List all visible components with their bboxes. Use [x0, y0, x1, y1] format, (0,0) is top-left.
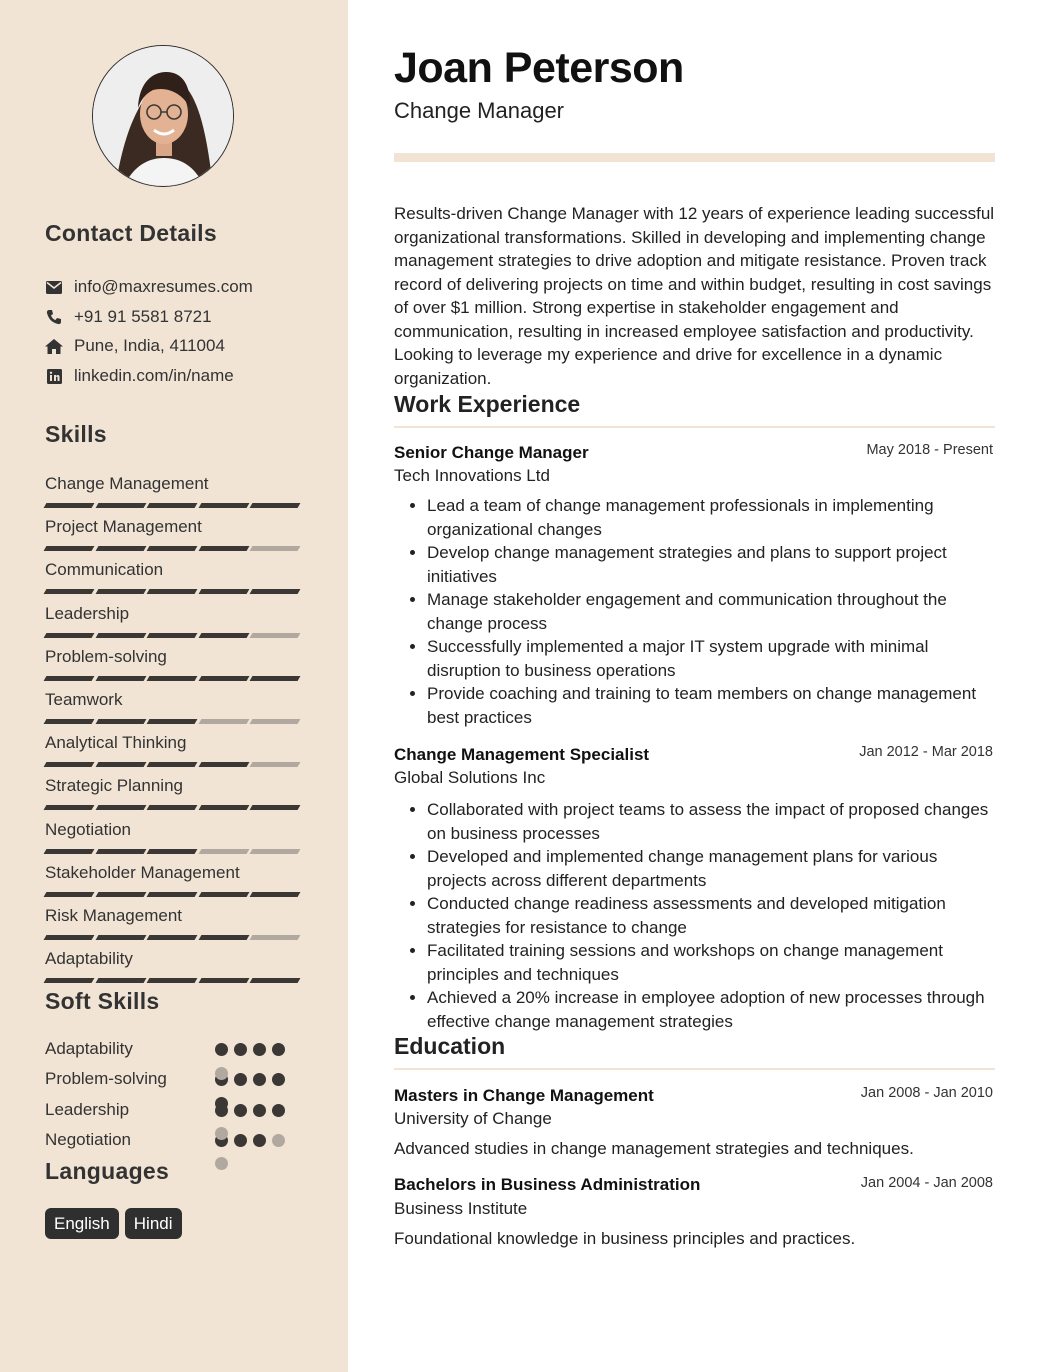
skill-level-bars	[45, 676, 303, 681]
skill-label: Stakeholder Management	[45, 863, 240, 882]
home-icon	[45, 337, 63, 355]
skill-level-bars	[45, 978, 303, 983]
soft-skill-row	[45, 1098, 295, 1122]
rating-dot	[253, 1043, 266, 1056]
school-name: University of Change	[394, 1109, 552, 1128]
skill-level-segment	[95, 546, 145, 551]
skill-level-segment	[250, 503, 300, 508]
skill-level-bars	[45, 935, 303, 940]
job-dates: May 2018 - Present	[866, 442, 993, 458]
skill-label: Communication	[45, 560, 164, 579]
skill-level-segment	[44, 805, 94, 810]
job-role: Senior Change Manager	[394, 443, 589, 462]
skill-level-segment	[44, 676, 94, 681]
skill-level-segment	[198, 978, 248, 983]
candidate-name: Joan Peterson	[394, 44, 684, 92]
soft-skill-label: Negotiation	[45, 1130, 132, 1149]
skill-level-segment	[250, 935, 300, 940]
skill-level-segment	[250, 589, 300, 594]
skill-level-bars	[45, 589, 303, 594]
rating-dot	[253, 1134, 266, 1147]
email-text: info@maxresumes.com	[74, 277, 253, 296]
degree-description: Foundational knowledge in business principles and practices.	[394, 1229, 856, 1248]
skill-level-segment	[250, 762, 300, 767]
skill-level-segment	[95, 676, 145, 681]
degree-title: Bachelors in Business Administration	[394, 1175, 701, 1194]
skill-level-bars	[45, 805, 303, 810]
skill-level-segment	[95, 935, 145, 940]
degree-dates: Jan 2004 - Jan 2008	[860, 1175, 993, 1191]
skill-level-segment	[95, 633, 145, 638]
address-text: Pune, India, 411004	[74, 336, 225, 355]
profile-portrait-image	[93, 46, 234, 187]
skill-level-segment	[95, 892, 145, 897]
language-badge: Hindi	[125, 1208, 182, 1239]
skill-level-segment	[250, 633, 300, 638]
skill-label: Teamwork	[45, 690, 123, 709]
school-name: Business Institute	[394, 1199, 528, 1218]
envelope-icon	[45, 278, 63, 296]
skill-level-segment	[147, 762, 197, 767]
work-divider	[394, 426, 995, 428]
skill-level-segment	[95, 762, 145, 767]
skill-row	[45, 689, 303, 724]
skill-level-segment	[250, 892, 300, 897]
skill-row	[45, 646, 303, 681]
rating-dot	[253, 1073, 266, 1086]
skill-level-bars	[45, 762, 303, 767]
header-divider	[394, 153, 995, 162]
skill-level-bars	[45, 633, 303, 638]
skill-level-segment	[44, 719, 94, 724]
work-heading: Work Experience	[394, 391, 581, 417]
skill-label: Negotiation	[45, 820, 132, 839]
skill-row	[45, 862, 303, 897]
contact-linkedin[interactable]	[45, 364, 234, 388]
skill-level-segment	[44, 849, 94, 854]
languages-heading: Languages	[45, 1158, 170, 1184]
skill-level-segment	[198, 633, 248, 638]
skill-level-segment	[95, 978, 145, 983]
skill-level-segment	[250, 719, 300, 724]
skill-level-bars	[45, 503, 303, 508]
rating-dot	[234, 1104, 247, 1117]
skill-level-segment	[44, 935, 94, 940]
soft-skills-heading: Soft Skills	[45, 988, 160, 1014]
skill-level-segment	[95, 503, 145, 508]
rating-dot-decoration	[215, 1067, 228, 1080]
education-divider	[394, 1068, 995, 1070]
skill-label: Problem-solving	[45, 647, 167, 666]
skill-level-segment	[147, 935, 197, 940]
skill-level-segment	[198, 892, 248, 897]
soft-skill-row	[45, 1067, 295, 1091]
skill-level-segment	[250, 546, 300, 551]
skill-level-segment	[44, 892, 94, 897]
skill-level-segment	[95, 719, 145, 724]
skill-level-segment	[147, 849, 197, 854]
rating-dot	[272, 1043, 285, 1056]
job-bullets	[394, 798, 995, 1033]
profile-summary: Results-driven Change Manager with 12 years of experience leading successful organizational transformations. Skilled in developing and implementing change management strategies to drive adoption and mitigate resistance. Proven track record of delivering projects on time and within budget, resulting in cost savings of over $1 million. Strong expertise in stakeholder engagement and communication, resulting in increased employee satisfaction and productivity. Looking to leverage my experience and drive for excellence in a dynamic organization.	[394, 204, 995, 388]
sidebar	[0, 0, 348, 1372]
job-bullets	[394, 494, 995, 729]
skill-level-segment	[44, 546, 94, 551]
profile-photo	[92, 45, 234, 187]
skill-level-segment	[147, 546, 197, 551]
skill-level-bars	[45, 719, 303, 724]
skill-level-segment	[250, 805, 300, 810]
rating-dot	[253, 1104, 266, 1117]
skill-label: Analytical Thinking	[45, 733, 187, 752]
skill-row	[45, 516, 303, 551]
education-heading: Education	[394, 1033, 506, 1059]
job-company: Tech Innovations Ltd	[394, 466, 550, 485]
list-item: • Developed and implemented change management plans for various projects across different departments	[427, 845, 995, 892]
phone-icon	[45, 308, 63, 326]
skill-level-segment	[95, 805, 145, 810]
skill-row	[45, 732, 303, 767]
languages-list	[45, 1208, 188, 1239]
skill-level-segment	[147, 978, 197, 983]
skill-level-segment	[250, 676, 300, 681]
skill-row	[45, 775, 303, 810]
skill-level-segment	[198, 935, 248, 940]
soft-skill-label: Problem-solving	[45, 1069, 167, 1088]
contact-phone[interactable]	[45, 305, 212, 329]
job-role: Change Management Specialist	[394, 745, 650, 764]
list-item: • Manage stakeholder engagement and communication throughout the change process	[427, 588, 995, 635]
skill-level-segment	[198, 849, 248, 854]
job-company: Global Solutions Inc	[394, 768, 546, 787]
skill-row	[45, 559, 303, 594]
contact-heading: Contact Details	[45, 220, 217, 246]
list-item: • Successfully implemented a major IT system upgrade with minimal disruption to business operations	[427, 635, 995, 682]
soft-skill-row	[45, 1037, 295, 1061]
rating-dot-decoration	[215, 1097, 228, 1110]
list-item: • Facilitated training sessions and workshops on change management principles and techniques	[427, 939, 995, 986]
list-item: • Conducted change readiness assessments and developed mitigation strategies for resistance to change	[427, 892, 995, 939]
soft-skill-label: Leadership	[45, 1100, 130, 1119]
skill-row	[45, 948, 303, 983]
skill-level-segment	[95, 589, 145, 594]
rating-dot	[272, 1134, 285, 1147]
skill-level-segment	[147, 503, 197, 508]
rating-dot	[234, 1073, 247, 1086]
skill-level-segment	[198, 719, 248, 724]
skill-level-segment	[147, 805, 197, 810]
skill-row	[45, 905, 303, 940]
soft-skill-label: Adaptability	[45, 1039, 133, 1058]
skill-label: Strategic Planning	[45, 776, 183, 795]
skill-label: Adaptability	[45, 949, 133, 968]
degree-description: Advanced studies in change management strategies and techniques.	[394, 1139, 914, 1158]
skill-level-segment	[147, 719, 197, 724]
rating-dot	[215, 1043, 228, 1056]
job-dates: Jan 2012 - Mar 2018	[859, 744, 993, 760]
linkedin-text: linkedin.com/in/name	[74, 366, 234, 385]
list-item: • Lead a team of change management professionals in implementing organizational changes	[427, 494, 995, 541]
skill-level-segment	[198, 589, 248, 594]
skill-label: Change Management	[45, 474, 209, 493]
job-title: Change Manager	[394, 98, 565, 123]
skill-row	[45, 603, 303, 638]
degree-title: Masters in Change Management	[394, 1086, 654, 1105]
skill-row	[45, 819, 303, 854]
skill-level-segment	[44, 503, 94, 508]
skill-level-segment	[198, 762, 248, 767]
linkedin-icon	[45, 367, 63, 385]
skill-label: Risk Management	[45, 906, 183, 925]
rating-dot	[234, 1043, 247, 1056]
skill-level-segment	[147, 892, 197, 897]
skill-level-segment	[147, 589, 197, 594]
skill-level-segment	[198, 805, 248, 810]
skill-row	[45, 473, 303, 508]
contact-address	[45, 334, 225, 358]
contact-email[interactable]	[45, 275, 253, 299]
rating-dot	[272, 1073, 285, 1086]
skill-level-bars	[45, 849, 303, 854]
language-badge: English	[45, 1208, 119, 1239]
skill-level-segment	[147, 676, 197, 681]
list-item: • Achieved a 20% increase in employee adoption of new processes through effective change management strategies	[427, 986, 995, 1033]
rating-dot-decoration	[215, 1157, 228, 1170]
degree-dates: Jan 2008 - Jan 2010	[860, 1085, 993, 1101]
phone-text: +91 91 5581 8721	[74, 307, 212, 326]
list-item: • Provide coaching and training to team members on change management best practices	[427, 682, 995, 729]
skill-level-bars	[45, 892, 303, 897]
list-item: • Develop change management strategies and plans to support project initiatives	[427, 541, 995, 588]
soft-skill-row	[45, 1128, 295, 1152]
skill-level-segment	[198, 676, 248, 681]
rating-dot	[272, 1104, 285, 1117]
skill-level-segment	[147, 633, 197, 638]
skill-level-bars	[45, 546, 303, 551]
skill-label: Project Management	[45, 517, 202, 536]
skill-level-segment	[44, 633, 94, 638]
skill-level-segment	[250, 849, 300, 854]
skill-level-segment	[44, 978, 94, 983]
skill-level-segment	[198, 503, 248, 508]
skill-level-segment	[44, 762, 94, 767]
skills-heading: Skills	[45, 421, 107, 447]
skill-level-segment	[198, 546, 248, 551]
rating-dot	[234, 1134, 247, 1147]
list-item: • Collaborated with project teams to assess the impact of proposed changes on business processes	[427, 798, 995, 845]
skill-label: Leadership	[45, 604, 130, 623]
soft-skill-rating	[215, 1043, 291, 1056]
skill-level-segment	[95, 849, 145, 854]
skill-level-segment	[44, 589, 94, 594]
skill-level-segment	[250, 978, 300, 983]
rating-dot-decoration	[215, 1127, 228, 1140]
